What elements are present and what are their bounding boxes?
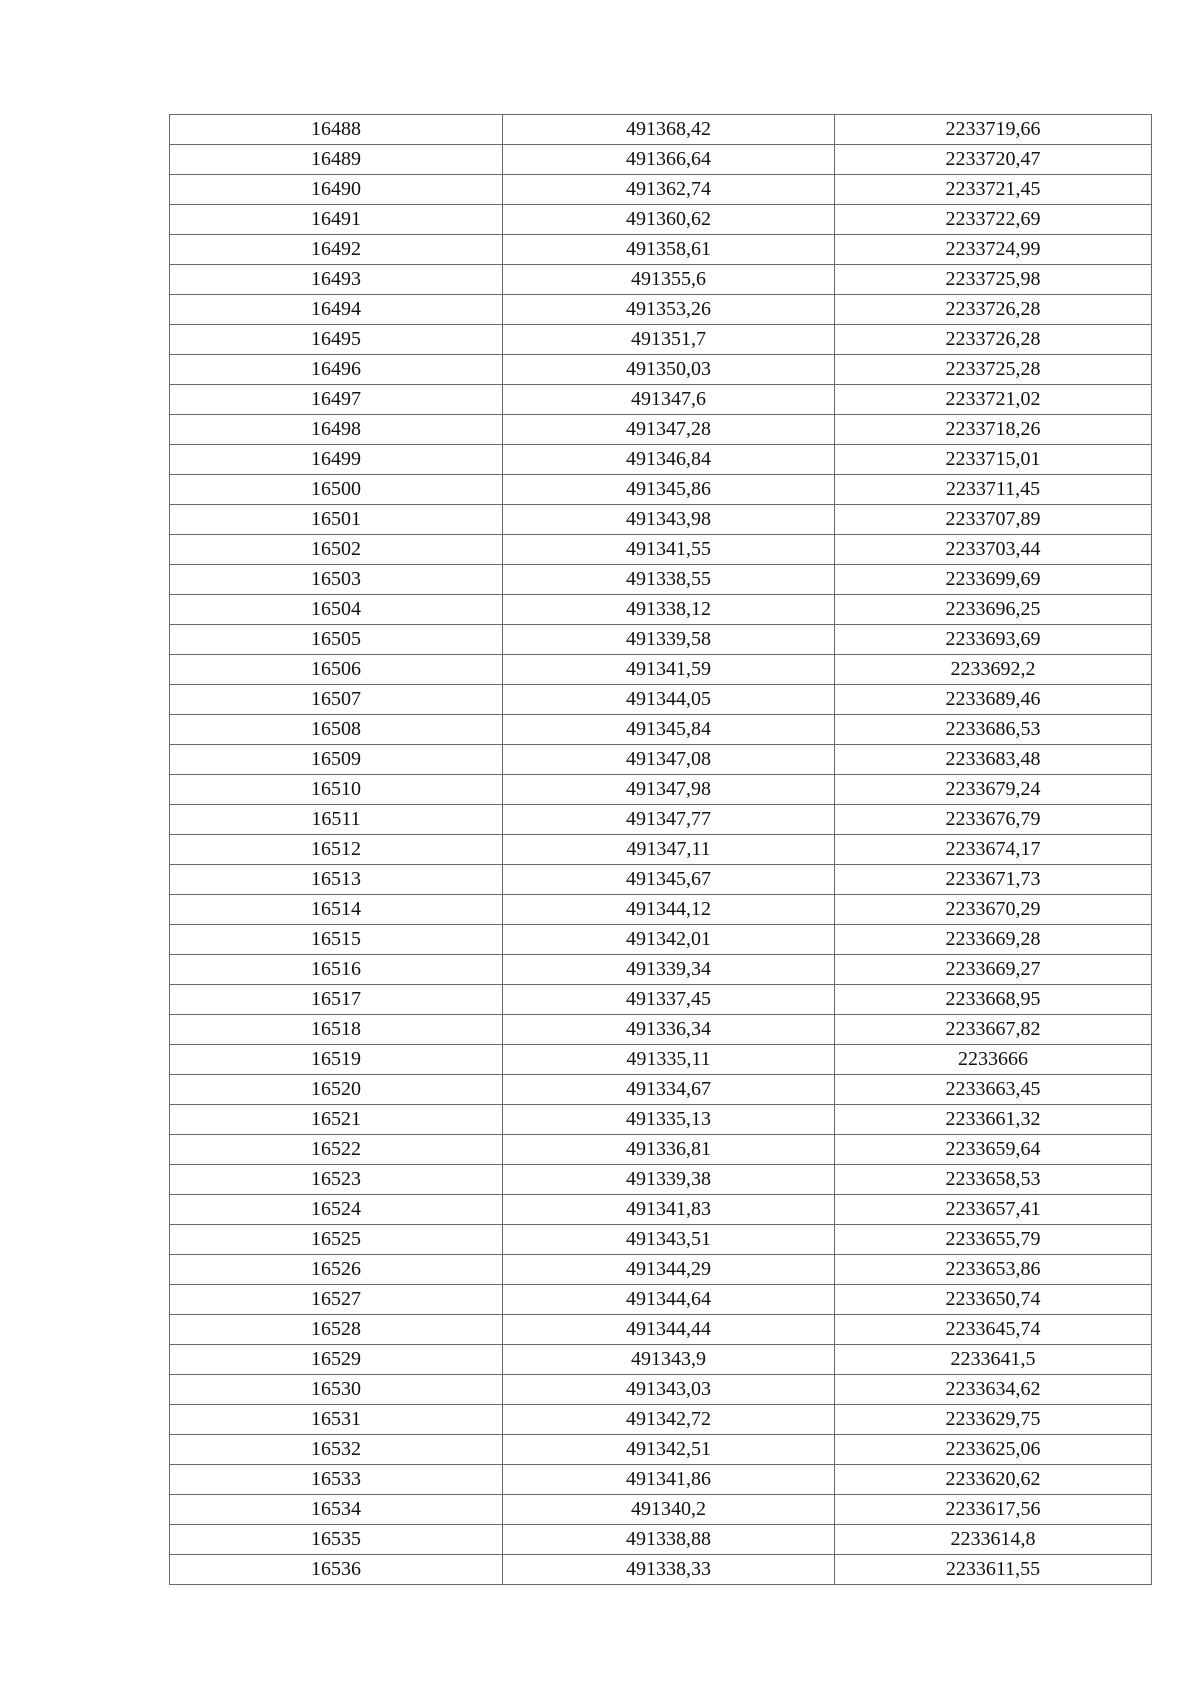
point-number-cell: 16501 xyxy=(170,505,503,535)
x-coordinate-cell: 491341,86 xyxy=(503,1465,835,1495)
x-coordinate-cell: 491355,6 xyxy=(503,265,835,295)
y-coordinate-cell: 2233724,99 xyxy=(835,235,1152,265)
table-row xyxy=(170,1315,1152,1345)
y-coordinate-cell: 2233692,2 xyxy=(835,655,1152,685)
point-number-cell: 16526 xyxy=(170,1255,503,1285)
x-coordinate-cell: 491347,98 xyxy=(503,775,835,805)
table-row xyxy=(170,985,1152,1015)
y-coordinate-cell: 2233707,89 xyxy=(835,505,1152,535)
x-coordinate-cell: 491344,64 xyxy=(503,1285,835,1315)
point-number-cell: 16522 xyxy=(170,1135,503,1165)
y-coordinate-cell: 2233611,55 xyxy=(835,1555,1152,1585)
x-coordinate-cell: 491344,29 xyxy=(503,1255,835,1285)
x-coordinate-cell: 491346,84 xyxy=(503,445,835,475)
point-number-cell: 16495 xyxy=(170,325,503,355)
point-number-cell: 16489 xyxy=(170,145,503,175)
table-row xyxy=(170,1165,1152,1195)
x-coordinate-cell: 491343,03 xyxy=(503,1375,835,1405)
table-row xyxy=(170,1405,1152,1435)
table-row xyxy=(170,925,1152,955)
table-row xyxy=(170,775,1152,805)
table-row xyxy=(170,325,1152,355)
point-number-cell: 16503 xyxy=(170,565,503,595)
point-number-cell: 16521 xyxy=(170,1105,503,1135)
point-number-cell: 16529 xyxy=(170,1345,503,1375)
y-coordinate-cell: 2233658,53 xyxy=(835,1165,1152,1195)
table-row xyxy=(170,1255,1152,1285)
y-coordinate-cell: 2233721,45 xyxy=(835,175,1152,205)
y-coordinate-cell: 2233726,28 xyxy=(835,295,1152,325)
point-number-cell: 16504 xyxy=(170,595,503,625)
point-number-cell: 16496 xyxy=(170,355,503,385)
table-row xyxy=(170,175,1152,205)
y-coordinate-cell: 2233655,79 xyxy=(835,1225,1152,1255)
point-number-cell: 16517 xyxy=(170,985,503,1015)
x-coordinate-cell: 491343,98 xyxy=(503,505,835,535)
y-coordinate-cell: 2233653,86 xyxy=(835,1255,1152,1285)
point-number-cell: 16536 xyxy=(170,1555,503,1585)
x-coordinate-cell: 491340,2 xyxy=(503,1495,835,1525)
table-row xyxy=(170,1075,1152,1105)
coordinates-table xyxy=(169,114,1152,1585)
table-row xyxy=(170,445,1152,475)
table-row xyxy=(170,715,1152,745)
table-row xyxy=(170,1375,1152,1405)
table-row xyxy=(170,1525,1152,1555)
y-coordinate-cell: 2233666 xyxy=(835,1045,1152,1075)
point-number-cell: 16530 xyxy=(170,1375,503,1405)
x-coordinate-cell: 491337,45 xyxy=(503,985,835,1015)
point-number-cell: 16534 xyxy=(170,1495,503,1525)
table-row xyxy=(170,805,1152,835)
point-number-cell: 16505 xyxy=(170,625,503,655)
x-coordinate-cell: 491339,58 xyxy=(503,625,835,655)
y-coordinate-cell: 2233703,44 xyxy=(835,535,1152,565)
x-coordinate-cell: 491335,11 xyxy=(503,1045,835,1075)
table-row xyxy=(170,505,1152,535)
y-coordinate-cell: 2233689,46 xyxy=(835,685,1152,715)
x-coordinate-cell: 491347,77 xyxy=(503,805,835,835)
x-coordinate-cell: 491342,72 xyxy=(503,1405,835,1435)
y-coordinate-cell: 2233668,95 xyxy=(835,985,1152,1015)
x-coordinate-cell: 491358,61 xyxy=(503,235,835,265)
y-coordinate-cell: 2233645,74 xyxy=(835,1315,1152,1345)
x-coordinate-cell: 491347,08 xyxy=(503,745,835,775)
x-coordinate-cell: 491362,74 xyxy=(503,175,835,205)
table-row xyxy=(170,1435,1152,1465)
y-coordinate-cell: 2233676,79 xyxy=(835,805,1152,835)
table-row xyxy=(170,355,1152,385)
table-row xyxy=(170,1135,1152,1165)
y-coordinate-cell: 2233719,66 xyxy=(835,115,1152,145)
y-coordinate-cell: 2233725,28 xyxy=(835,355,1152,385)
y-coordinate-cell: 2233721,02 xyxy=(835,385,1152,415)
point-number-cell: 16500 xyxy=(170,475,503,505)
table-row xyxy=(170,535,1152,565)
x-coordinate-cell: 491338,55 xyxy=(503,565,835,595)
point-number-cell: 16497 xyxy=(170,385,503,415)
table-row xyxy=(170,1015,1152,1045)
y-coordinate-cell: 2233629,75 xyxy=(835,1405,1152,1435)
y-coordinate-cell: 2233711,45 xyxy=(835,475,1152,505)
y-coordinate-cell: 2233726,28 xyxy=(835,325,1152,355)
table-row xyxy=(170,145,1152,175)
coordinates-table-body xyxy=(170,115,1152,1585)
point-number-cell: 16506 xyxy=(170,655,503,685)
table-row xyxy=(170,655,1152,685)
point-number-cell: 16535 xyxy=(170,1525,503,1555)
point-number-cell: 16527 xyxy=(170,1285,503,1315)
x-coordinate-cell: 491353,26 xyxy=(503,295,835,325)
x-coordinate-cell: 491343,9 xyxy=(503,1345,835,1375)
table-row xyxy=(170,235,1152,265)
point-number-cell: 16509 xyxy=(170,745,503,775)
y-coordinate-cell: 2233650,74 xyxy=(835,1285,1152,1315)
y-coordinate-cell: 2233686,53 xyxy=(835,715,1152,745)
y-coordinate-cell: 2233718,26 xyxy=(835,415,1152,445)
y-coordinate-cell: 2233674,17 xyxy=(835,835,1152,865)
table-row xyxy=(170,955,1152,985)
x-coordinate-cell: 491341,55 xyxy=(503,535,835,565)
table-row xyxy=(170,385,1152,415)
y-coordinate-cell: 2233699,69 xyxy=(835,565,1152,595)
point-number-cell: 16518 xyxy=(170,1015,503,1045)
y-coordinate-cell: 2233657,41 xyxy=(835,1195,1152,1225)
point-number-cell: 16519 xyxy=(170,1045,503,1075)
y-coordinate-cell: 2233722,69 xyxy=(835,205,1152,235)
table-row xyxy=(170,685,1152,715)
x-coordinate-cell: 491336,34 xyxy=(503,1015,835,1045)
table-row xyxy=(170,1195,1152,1225)
point-number-cell: 16528 xyxy=(170,1315,503,1345)
point-number-cell: 16525 xyxy=(170,1225,503,1255)
table-row xyxy=(170,1105,1152,1135)
point-number-cell: 16512 xyxy=(170,835,503,865)
point-number-cell: 16491 xyxy=(170,205,503,235)
point-number-cell: 16492 xyxy=(170,235,503,265)
table-row xyxy=(170,205,1152,235)
x-coordinate-cell: 491334,67 xyxy=(503,1075,835,1105)
y-coordinate-cell: 2233634,62 xyxy=(835,1375,1152,1405)
y-coordinate-cell: 2233659,64 xyxy=(835,1135,1152,1165)
x-coordinate-cell: 491341,83 xyxy=(503,1195,835,1225)
x-coordinate-cell: 491339,34 xyxy=(503,955,835,985)
y-coordinate-cell: 2233617,56 xyxy=(835,1495,1152,1525)
point-number-cell: 16516 xyxy=(170,955,503,985)
x-coordinate-cell: 491338,88 xyxy=(503,1525,835,1555)
point-number-cell: 16532 xyxy=(170,1435,503,1465)
x-coordinate-cell: 491344,12 xyxy=(503,895,835,925)
table-row xyxy=(170,595,1152,625)
y-coordinate-cell: 2233696,25 xyxy=(835,595,1152,625)
point-number-cell: 16502 xyxy=(170,535,503,565)
y-coordinate-cell: 2233683,48 xyxy=(835,745,1152,775)
x-coordinate-cell: 491368,42 xyxy=(503,115,835,145)
x-coordinate-cell: 491339,38 xyxy=(503,1165,835,1195)
y-coordinate-cell: 2233725,98 xyxy=(835,265,1152,295)
table-row xyxy=(170,835,1152,865)
x-coordinate-cell: 491341,59 xyxy=(503,655,835,685)
x-coordinate-cell: 491342,51 xyxy=(503,1435,835,1465)
x-coordinate-cell: 491347,28 xyxy=(503,415,835,445)
x-coordinate-cell: 491351,7 xyxy=(503,325,835,355)
y-coordinate-cell: 2233667,82 xyxy=(835,1015,1152,1045)
point-number-cell: 16511 xyxy=(170,805,503,835)
y-coordinate-cell: 2233620,62 xyxy=(835,1465,1152,1495)
y-coordinate-cell: 2233670,29 xyxy=(835,895,1152,925)
point-number-cell: 16523 xyxy=(170,1165,503,1195)
y-coordinate-cell: 2233641,5 xyxy=(835,1345,1152,1375)
table-row xyxy=(170,475,1152,505)
table-row xyxy=(170,565,1152,595)
point-number-cell: 16507 xyxy=(170,685,503,715)
y-coordinate-cell: 2233625,06 xyxy=(835,1435,1152,1465)
y-coordinate-cell: 2233669,28 xyxy=(835,925,1152,955)
table-row xyxy=(170,1465,1152,1495)
point-number-cell: 16494 xyxy=(170,295,503,325)
x-coordinate-cell: 491350,03 xyxy=(503,355,835,385)
point-number-cell: 16524 xyxy=(170,1195,503,1225)
y-coordinate-cell: 2233693,69 xyxy=(835,625,1152,655)
point-number-cell: 16499 xyxy=(170,445,503,475)
table-row xyxy=(170,1045,1152,1075)
table-row xyxy=(170,1225,1152,1255)
x-coordinate-cell: 491344,44 xyxy=(503,1315,835,1345)
point-number-cell: 16514 xyxy=(170,895,503,925)
table-row xyxy=(170,1345,1152,1375)
point-number-cell: 16513 xyxy=(170,865,503,895)
x-coordinate-cell: 491366,64 xyxy=(503,145,835,175)
x-coordinate-cell: 491345,67 xyxy=(503,865,835,895)
table-row xyxy=(170,415,1152,445)
y-coordinate-cell: 2233671,73 xyxy=(835,865,1152,895)
point-number-cell: 16490 xyxy=(170,175,503,205)
table-row xyxy=(170,295,1152,325)
table-row xyxy=(170,115,1152,145)
y-coordinate-cell: 2233663,45 xyxy=(835,1075,1152,1105)
point-number-cell: 16493 xyxy=(170,265,503,295)
y-coordinate-cell: 2233614,8 xyxy=(835,1525,1152,1555)
x-coordinate-cell: 491336,81 xyxy=(503,1135,835,1165)
point-number-cell: 16531 xyxy=(170,1405,503,1435)
table-row xyxy=(170,625,1152,655)
point-number-cell: 16498 xyxy=(170,415,503,445)
x-coordinate-cell: 491360,62 xyxy=(503,205,835,235)
table-row xyxy=(170,865,1152,895)
table-row xyxy=(170,1555,1152,1585)
x-coordinate-cell: 491338,33 xyxy=(503,1555,835,1585)
x-coordinate-cell: 491347,11 xyxy=(503,835,835,865)
point-number-cell: 16520 xyxy=(170,1075,503,1105)
x-coordinate-cell: 491343,51 xyxy=(503,1225,835,1255)
table-row xyxy=(170,265,1152,295)
point-number-cell: 16510 xyxy=(170,775,503,805)
x-coordinate-cell: 491335,13 xyxy=(503,1105,835,1135)
x-coordinate-cell: 491345,84 xyxy=(503,715,835,745)
x-coordinate-cell: 491347,6 xyxy=(503,385,835,415)
y-coordinate-cell: 2233720,47 xyxy=(835,145,1152,175)
x-coordinate-cell: 491345,86 xyxy=(503,475,835,505)
point-number-cell: 16508 xyxy=(170,715,503,745)
table-row xyxy=(170,1495,1152,1525)
y-coordinate-cell: 2233669,27 xyxy=(835,955,1152,985)
table-row xyxy=(170,1285,1152,1315)
y-coordinate-cell: 2233661,32 xyxy=(835,1105,1152,1135)
x-coordinate-cell: 491344,05 xyxy=(503,685,835,715)
point-number-cell: 16515 xyxy=(170,925,503,955)
y-coordinate-cell: 2233679,24 xyxy=(835,775,1152,805)
table-row xyxy=(170,745,1152,775)
point-number-cell: 16533 xyxy=(170,1465,503,1495)
x-coordinate-cell: 491342,01 xyxy=(503,925,835,955)
x-coordinate-cell: 491338,12 xyxy=(503,595,835,625)
table-row xyxy=(170,895,1152,925)
y-coordinate-cell: 2233715,01 xyxy=(835,445,1152,475)
point-number-cell: 16488 xyxy=(170,115,503,145)
